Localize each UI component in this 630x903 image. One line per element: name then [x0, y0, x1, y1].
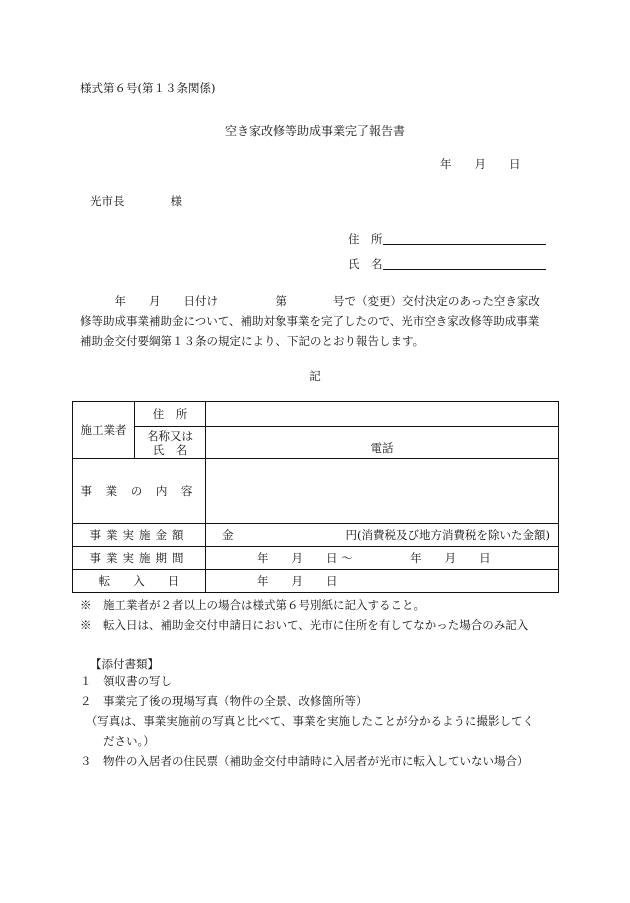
- body-line: 補助金交付要綱第１３条の規定により、下記のとおり報告します。: [80, 334, 425, 348]
- project-content-cell[interactable]: [206, 459, 559, 524]
- movein-date-cell[interactable]: [206, 570, 559, 593]
- contractor-name-label: [135, 427, 206, 459]
- form-number: 様式第６号(第１３条関係): [80, 81, 216, 95]
- project-amount-cell[interactable]: [206, 524, 559, 547]
- body-line: 修等助成事業補助金について、補助対象事業を完了したので、光市空き家改修等助成事業: [80, 314, 540, 328]
- note-item: ※ 転入日は、補助金交付申請日において、光市に住所を有してなかった場合のみ記入: [80, 618, 529, 632]
- movein-date-label: 転 入 日: [73, 570, 206, 593]
- attachment-item: ３ 物件の入居者の住民票（補助金交付申請時に入居者が光市に転入していない場合）: [80, 754, 529, 768]
- project-content-label: 事 業 の 内 容: [73, 459, 206, 524]
- attachment-item: （写真は、事業実施前の写真と比べて、事業を実施したことが分かるように撮影してく: [80, 714, 535, 728]
- attachment-item: ２ 事業完了後の現場写真（物件の全景、改修箇所等）: [80, 694, 368, 708]
- attachments-heading: 【添付書類】: [90, 657, 159, 671]
- contractor-address-label: 住 所: [135, 402, 206, 427]
- amount-suffix: 円(消費税及び地方消費税を除いた金額): [345, 528, 550, 542]
- contractor-label: 施工業者: [73, 402, 135, 459]
- body-line: 年 月 日付け 第 号で（変更）交付決定のあった空き家改: [80, 294, 540, 308]
- date-line: 年 月 日: [440, 157, 521, 171]
- contractor-name-cell[interactable]: [206, 427, 559, 459]
- name-field[interactable]: [383, 269, 546, 270]
- address-field[interactable]: [383, 244, 546, 245]
- phone-label: 電話: [370, 441, 394, 455]
- name-label-line2: 氏 名: [152, 442, 188, 457]
- addressee: 光市長 様: [90, 194, 182, 208]
- report-body: [80, 291, 560, 351]
- movein-value: 年 月 日: [257, 574, 338, 588]
- attachment-item: １ 領収書の写し: [80, 674, 172, 688]
- contractor-address-cell[interactable]: [206, 402, 559, 427]
- address-label: 住 所: [348, 232, 383, 246]
- amount-prefix: 金: [222, 528, 234, 542]
- note-item: ※ 施工業者が２者以上の場合は様式第６号別紙に記入すること。: [80, 598, 425, 612]
- project-period-cell[interactable]: [206, 547, 559, 570]
- name-label: 氏 名: [348, 257, 383, 271]
- name-label-line1: 名称又は: [147, 428, 193, 443]
- report-table: [72, 401, 559, 593]
- attachments-list: [80, 671, 534, 771]
- ki-label: 記: [309, 369, 321, 383]
- notes: [80, 595, 528, 635]
- project-period-label: 事業実施期間: [73, 547, 206, 570]
- period-value: 年 月 日 ～ 年 月 日: [257, 551, 491, 565]
- document-title: 空き家改修等助成事業完了報告書: [224, 124, 405, 138]
- attachment-item: ださい。）: [80, 734, 155, 748]
- project-amount-label: 事業実施金額: [73, 524, 206, 547]
